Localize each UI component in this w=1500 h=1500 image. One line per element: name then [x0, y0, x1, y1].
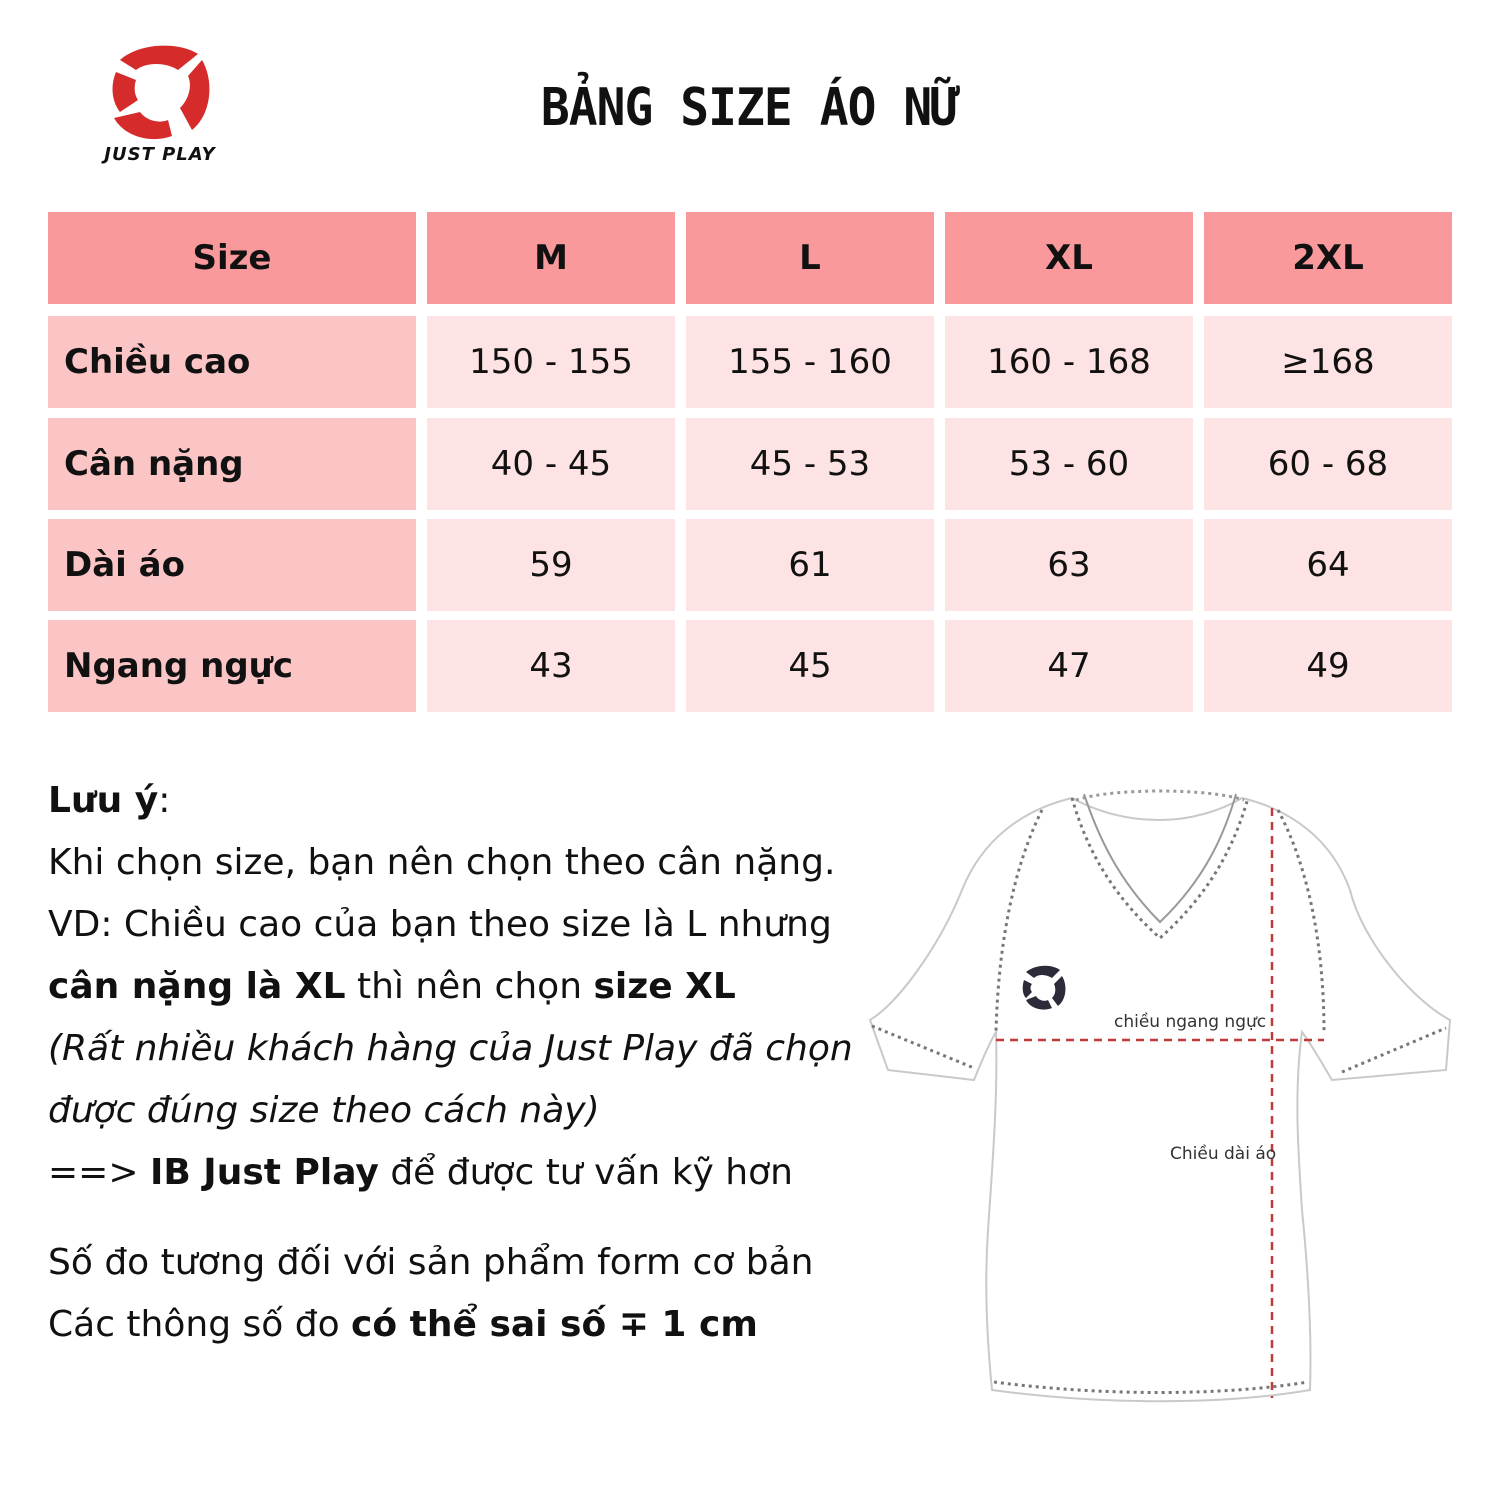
- tshirt-outline-icon: [862, 770, 1462, 1430]
- chest-measure-label: chiều ngang ngực: [1114, 1012, 1267, 1032]
- table-cell: 49: [1204, 620, 1452, 712]
- table-cell: 160 - 168: [945, 316, 1193, 408]
- table-cell: 43: [427, 620, 675, 712]
- notes-line: ==> IB Just Play để được tư vấn kỹ hơn: [48, 1152, 793, 1193]
- length-measure-label: Chiều dài áo: [1170, 1144, 1277, 1164]
- shirt-diagram: [862, 770, 1462, 1430]
- notes-line: cân nặng là XL thì nên chọn size XL: [48, 966, 736, 1007]
- notes-heading: Lưu ý:: [48, 780, 171, 821]
- row-label: Dài áo: [48, 519, 416, 611]
- table-cell: 61: [686, 519, 934, 611]
- header-cell-m: M: [427, 212, 675, 304]
- row-label: Chiều cao: [48, 316, 416, 408]
- header-cell-size: Size: [48, 212, 416, 304]
- table-cell: 150 - 155: [427, 316, 675, 408]
- table-row: [48, 316, 1452, 408]
- notes-line: Các thông số đo có thể sai số ∓ 1 cm: [48, 1304, 758, 1345]
- table-row: [48, 519, 1452, 611]
- table-row: [48, 620, 1452, 712]
- table-cell: ≥168: [1204, 316, 1452, 408]
- notes-line: Số đo tương đối với sản phẩm form cơ bản: [48, 1242, 814, 1283]
- table-cell: 45: [686, 620, 934, 712]
- header-cell-xl: XL: [945, 212, 1193, 304]
- notes-line: (Rất nhiều khách hàng của Just Play đã chọn: [48, 1028, 853, 1069]
- row-label: Cân nặng: [48, 418, 416, 510]
- notes-line: Khi chọn size, bạn nên chọn theo cân nặng.: [48, 842, 836, 883]
- table-cell: 63: [945, 519, 1193, 611]
- table-cell: 40 - 45: [427, 418, 675, 510]
- table-row: [48, 418, 1452, 510]
- table-cell: 60 - 68: [1204, 418, 1452, 510]
- header-cell-2xl: 2XL: [1204, 212, 1452, 304]
- table-cell: 47: [945, 620, 1193, 712]
- notes-line: được đúng size theo cách này): [48, 1090, 600, 1131]
- notes-line: VD: Chiều cao của bạn theo size là L nhưng: [48, 904, 832, 945]
- page-title: BẢNG SIZE ÁO NỮ: [540, 78, 960, 138]
- table-cell: 45 - 53: [686, 418, 934, 510]
- notes-block: [48, 770, 868, 1356]
- notes-spacer: [48, 1204, 868, 1232]
- table-cell: 59: [427, 519, 675, 611]
- table-cell: 53 - 60: [945, 418, 1193, 510]
- table-cell: 64: [1204, 519, 1452, 611]
- table-cell: 155 - 160: [686, 316, 934, 408]
- size-table-header: [48, 212, 1452, 304]
- row-label: Ngang ngực: [48, 620, 416, 712]
- header-cell-l: L: [686, 212, 934, 304]
- brand-name: JUST PLAY: [104, 144, 216, 165]
